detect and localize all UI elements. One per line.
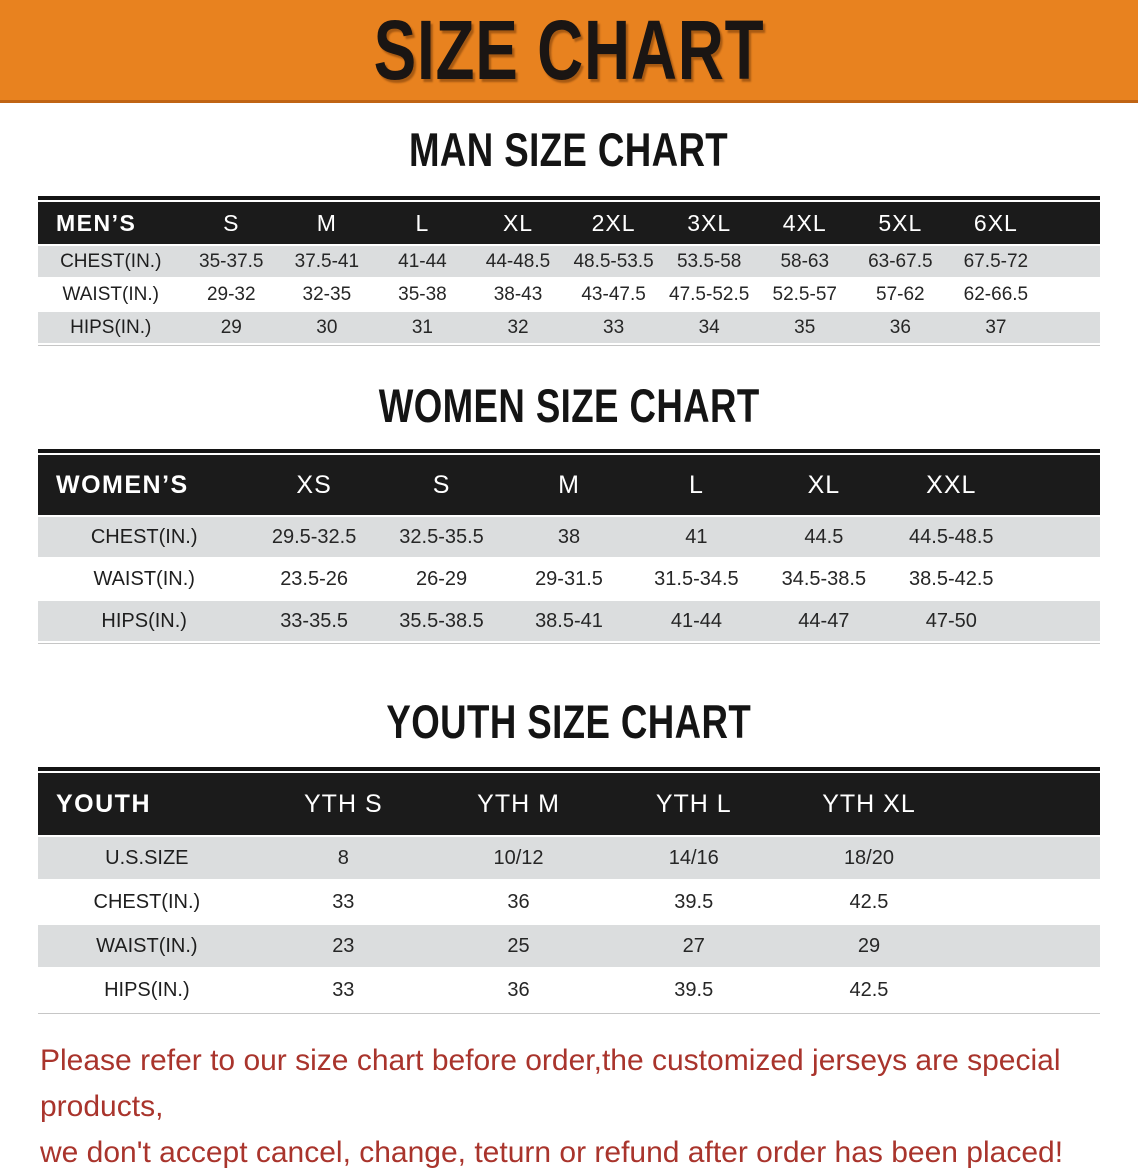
table-row: [38, 312, 1100, 343]
size-value-cell: 35: [757, 312, 853, 343]
filler-cell: [957, 773, 1100, 835]
table-row: [38, 601, 1100, 641]
size-value-cell: 32-35: [279, 279, 375, 310]
size-column-header: L: [375, 202, 471, 244]
size-value-cell: 41: [633, 517, 760, 557]
size-value-cell: 23.5-26: [250, 559, 377, 599]
row-label: CHEST(IN.): [38, 881, 256, 923]
size-column-header: 5XL: [853, 202, 949, 244]
size-value-cell: 42.5: [781, 969, 956, 1011]
row-label: CHEST(IN.): [38, 246, 183, 277]
size-value-cell: 37: [948, 312, 1044, 343]
size-value-cell: 36: [431, 969, 606, 1011]
table-row: [38, 881, 1100, 923]
size-value-cell: 39.5: [606, 969, 781, 1011]
womens-table-corner-label: WOMEN’S: [38, 455, 250, 515]
filler-cell: [1044, 202, 1100, 244]
size-value-cell: 32: [470, 312, 566, 343]
womens-table-header-row: [38, 455, 1100, 515]
filler-cell: [1044, 312, 1100, 343]
size-value-cell: 53.5-58: [661, 246, 757, 277]
mens-table-corner-label: MEN’S: [38, 202, 183, 244]
size-column-header: 6XL: [948, 202, 1044, 244]
size-value-cell: 30: [279, 312, 375, 343]
size-value-cell: 34: [661, 312, 757, 343]
filler-cell: [1015, 517, 1100, 557]
row-label: WAIST(IN.): [38, 279, 183, 310]
size-value-cell: 38: [505, 517, 632, 557]
disclaimer-note: [0, 1038, 1138, 1176]
size-column-header: M: [505, 455, 632, 515]
size-value-cell: 52.5-57: [757, 279, 853, 310]
size-column-header: XL: [760, 455, 887, 515]
filler-cell: [957, 925, 1100, 967]
size-value-cell: 47.5-52.5: [661, 279, 757, 310]
row-label: HIPS(IN.): [38, 969, 256, 1011]
size-value-cell: 62-66.5: [948, 279, 1044, 310]
size-column-header: YTH S: [256, 773, 431, 835]
size-value-cell: 38-43: [470, 279, 566, 310]
row-label: U.S.SIZE: [38, 837, 256, 879]
size-value-cell: 23: [256, 925, 431, 967]
filler-cell: [1015, 559, 1100, 599]
size-value-cell: 44.5-48.5: [888, 517, 1015, 557]
size-column-header: YTH L: [606, 773, 781, 835]
filler-cell: [957, 837, 1100, 879]
size-value-cell: 29-32: [183, 279, 279, 310]
size-value-cell: 39.5: [606, 881, 781, 923]
size-value-cell: 26-29: [378, 559, 505, 599]
size-column-header: XS: [250, 455, 377, 515]
size-value-cell: 31: [375, 312, 471, 343]
size-value-cell: 29: [183, 312, 279, 343]
size-value-cell: 41-44: [633, 601, 760, 641]
youth-chart-heading: YOUTH SIZE CHART: [386, 695, 752, 748]
womens-table-wrap: [38, 453, 1100, 644]
mens-size-table: [38, 200, 1100, 345]
table-row: [38, 517, 1100, 557]
size-column-header: YTH M: [431, 773, 606, 835]
youth-table-wrap: [38, 771, 1100, 1014]
size-value-cell: 29-31.5: [505, 559, 632, 599]
size-column-header: XL: [470, 202, 566, 244]
size-value-cell: 29.5-32.5: [250, 517, 377, 557]
size-column-header: YTH XL: [781, 773, 956, 835]
size-value-cell: 14/16: [606, 837, 781, 879]
size-value-cell: 29: [781, 925, 956, 967]
mens-chart-heading: MAN SIZE CHART: [409, 123, 729, 176]
size-value-cell: 57-62: [853, 279, 949, 310]
size-value-cell: 25: [431, 925, 606, 967]
youth-table-header-row: [38, 773, 1100, 835]
size-column-header: S: [378, 455, 505, 515]
size-value-cell: 44-47: [760, 601, 887, 641]
size-value-cell: 33: [566, 312, 662, 343]
womens-size-section: [0, 346, 1138, 644]
size-value-cell: 33: [256, 969, 431, 1011]
size-value-cell: 36: [431, 881, 606, 923]
size-value-cell: 18/20: [781, 837, 956, 879]
row-label: CHEST(IN.): [38, 517, 250, 557]
size-value-cell: 31.5-34.5: [633, 559, 760, 599]
size-chart-banner: [0, 0, 1138, 103]
size-value-cell: 33: [256, 881, 431, 923]
row-label: HIPS(IN.): [38, 312, 183, 343]
youth-size-table: [38, 771, 1100, 1013]
youth-size-section: [0, 644, 1138, 1014]
size-value-cell: 36: [853, 312, 949, 343]
filler-cell: [1015, 601, 1100, 641]
size-value-cell: 38.5-41: [505, 601, 632, 641]
size-value-cell: 32.5-35.5: [378, 517, 505, 557]
size-value-cell: 10/12: [431, 837, 606, 879]
table-row: [38, 925, 1100, 967]
disclaimer-line: we don't accept cancel, change, teturn or refund after order has been placed!: [40, 1136, 1064, 1169]
row-label: WAIST(IN.): [38, 559, 250, 599]
size-column-header: 2XL: [566, 202, 662, 244]
size-value-cell: 34.5-38.5: [760, 559, 887, 599]
filler-cell: [957, 969, 1100, 1011]
size-value-cell: 47-50: [888, 601, 1015, 641]
size-value-cell: 33-35.5: [250, 601, 377, 641]
size-chart-title: SIZE CHART: [373, 2, 765, 97]
table-row: [38, 837, 1100, 879]
size-value-cell: 63-67.5: [853, 246, 949, 277]
size-column-header: 3XL: [661, 202, 757, 244]
size-column-header: L: [633, 455, 760, 515]
table-row: [38, 246, 1100, 277]
size-value-cell: 41-44: [375, 246, 471, 277]
mens-size-section: [0, 103, 1138, 346]
size-value-cell: 67.5-72: [948, 246, 1044, 277]
size-value-cell: 44-48.5: [470, 246, 566, 277]
filler-cell: [957, 881, 1100, 923]
size-value-cell: 8: [256, 837, 431, 879]
mens-table-header-row: [38, 202, 1100, 244]
size-value-cell: 35-38: [375, 279, 471, 310]
mens-table-wrap: [38, 200, 1100, 346]
size-column-header: S: [183, 202, 279, 244]
row-label: HIPS(IN.): [38, 601, 250, 641]
filler-cell: [1044, 279, 1100, 310]
filler-cell: [1015, 455, 1100, 515]
size-value-cell: 44.5: [760, 517, 887, 557]
table-row: [38, 969, 1100, 1011]
size-column-header: 4XL: [757, 202, 853, 244]
filler-cell: [1044, 246, 1100, 277]
size-column-header: XXL: [888, 455, 1015, 515]
table-row: [38, 279, 1100, 310]
size-value-cell: 35-37.5: [183, 246, 279, 277]
size-value-cell: 43-47.5: [566, 279, 662, 310]
row-label: WAIST(IN.): [38, 925, 256, 967]
size-value-cell: 42.5: [781, 881, 956, 923]
size-value-cell: 27: [606, 925, 781, 967]
size-value-cell: 58-63: [757, 246, 853, 277]
size-value-cell: 37.5-41: [279, 246, 375, 277]
youth-table-corner-label: YOUTH: [38, 773, 256, 835]
size-value-cell: 38.5-42.5: [888, 559, 1015, 599]
size-column-header: M: [279, 202, 375, 244]
disclaimer-line: Please refer to our size chart before order,the customized jerseys are special products,: [40, 1044, 1061, 1123]
table-row: [38, 559, 1100, 599]
size-value-cell: 48.5-53.5: [566, 246, 662, 277]
womens-size-table: [38, 453, 1100, 643]
womens-chart-heading: WOMEN SIZE CHART: [378, 379, 760, 432]
size-value-cell: 35.5-38.5: [378, 601, 505, 641]
